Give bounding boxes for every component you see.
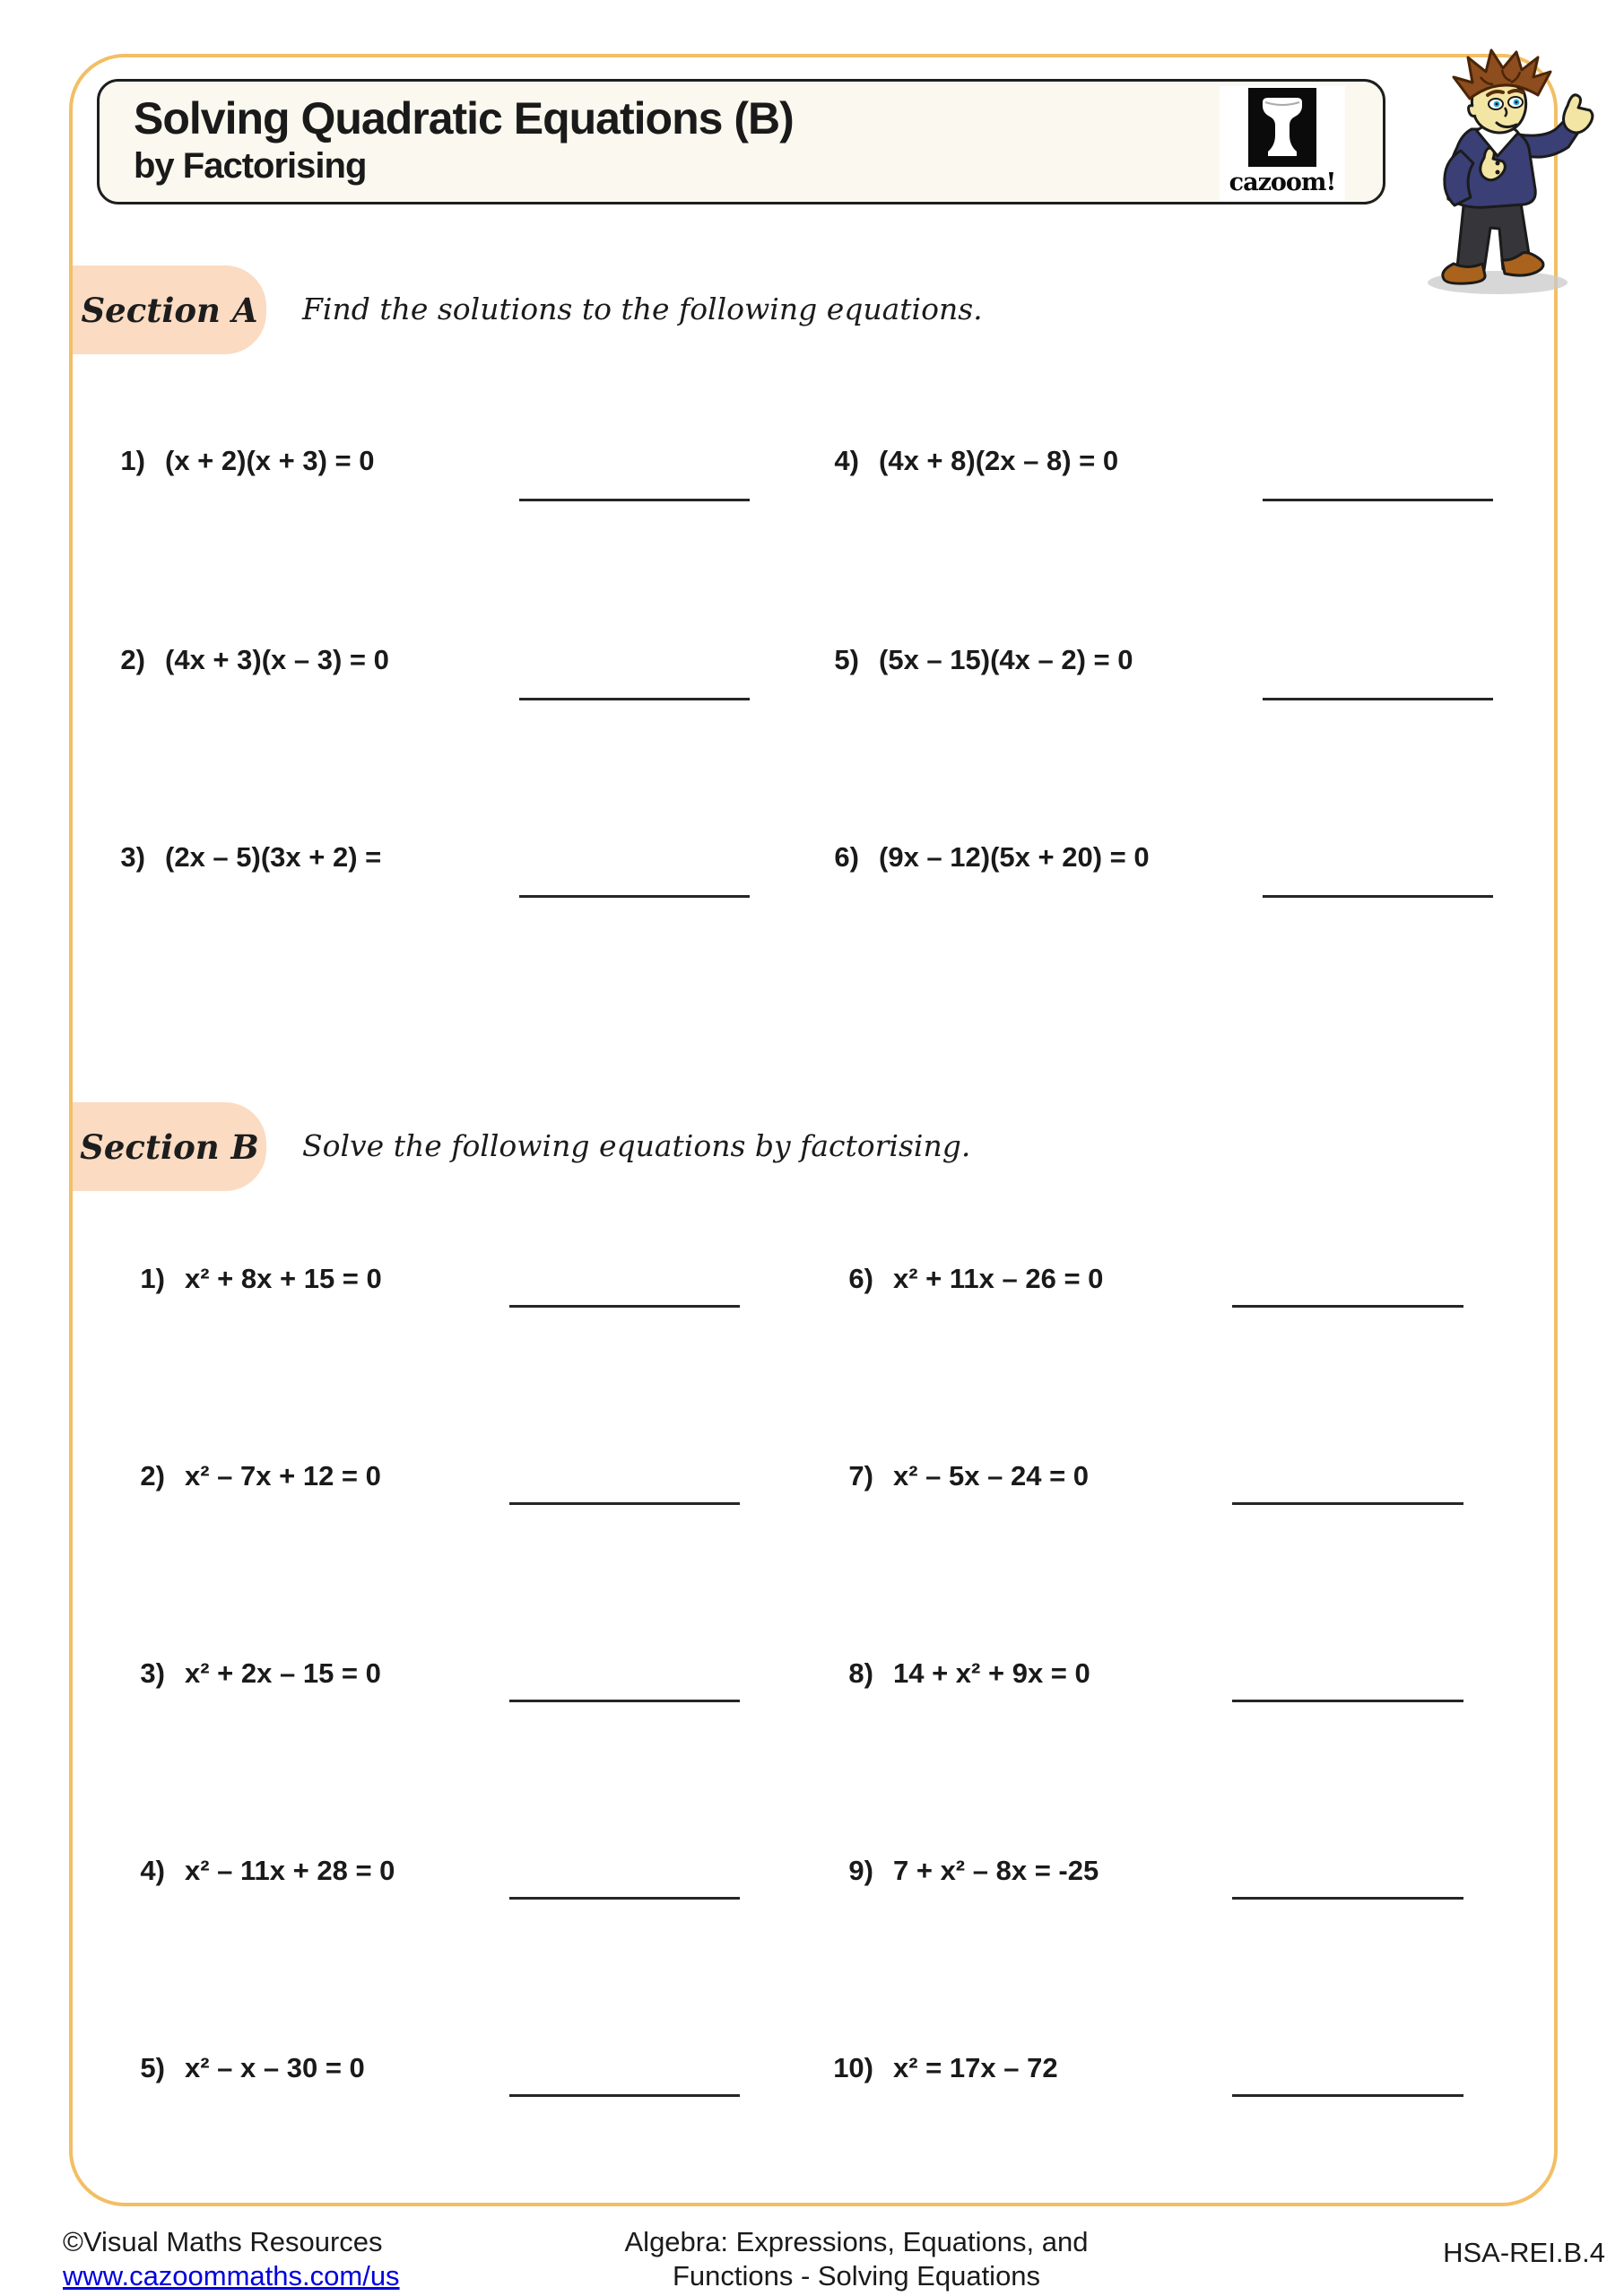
question-equation: (9x – 12)(5x + 20) = 0 (879, 841, 1150, 873)
page-title: Solving Quadratic Equations (B) (134, 93, 794, 144)
question-item (99, 2049, 365, 2087)
question-item (803, 641, 1133, 679)
section-a-badge (73, 265, 266, 354)
answer-line (519, 698, 750, 700)
question-item (803, 442, 1118, 480)
question-equation: (4x + 3)(x – 3) = 0 (165, 644, 389, 675)
answer-line (509, 2094, 740, 2097)
question-equation: x² – x – 30 = 0 (185, 2052, 365, 2083)
section-b-label: Section B (80, 1126, 259, 1167)
answer-line (1232, 1897, 1463, 1900)
question-equation: 14 + x² + 9x = 0 (893, 1657, 1090, 1689)
question-number: 10) (833, 2052, 873, 2083)
question-number: 2) (140, 1460, 165, 1492)
question-number: 4) (834, 445, 859, 476)
question-number: 6) (834, 841, 859, 873)
question-number: 7) (848, 1460, 873, 1492)
cazoom-logo-text: cazoom! (1229, 169, 1336, 196)
question-number: 8) (848, 1657, 873, 1689)
section-a-instruction: Find the solutions to the following equations. (302, 291, 983, 326)
answer-line (1263, 895, 1493, 898)
question-item (90, 641, 389, 679)
question-item (99, 1260, 382, 1298)
answer-line (509, 1700, 740, 1702)
question-equation: x² + 2x – 15 = 0 (185, 1657, 381, 1689)
section-b-badge (73, 1102, 266, 1191)
question-item (803, 839, 1150, 876)
answer-line (519, 895, 750, 898)
question-equation: x² – 11x + 28 = 0 (185, 1855, 395, 1886)
question-item (796, 1260, 1103, 1298)
cazoommaths-link[interactable]: www.cazoommaths.com/us (63, 2260, 400, 2292)
question-item (99, 1852, 395, 1890)
question-equation: (x + 2)(x + 3) = 0 (165, 445, 375, 476)
copyright-text: ©Visual Maths Resources (63, 2226, 383, 2257)
question-equation: x² = 17x – 72 (893, 2052, 1058, 2083)
topic-line-1: Algebra: Expressions, Equations, and (624, 2226, 1089, 2257)
question-number: 5) (834, 644, 859, 675)
djembe-drum-icon (1248, 88, 1316, 167)
question-item (796, 1457, 1089, 1495)
topic-line-2: Functions - Solving Equations (672, 2260, 1041, 2292)
question-number: 1) (140, 1263, 165, 1294)
question-equation: x² – 7x + 12 = 0 (185, 1460, 381, 1492)
answer-line (509, 1897, 740, 1900)
page-subtitle: by Factorising (134, 146, 367, 186)
question-equation: 7 + x² – 8x = -25 (893, 1855, 1099, 1886)
question-number: 9) (848, 1855, 873, 1886)
question-item (90, 839, 381, 876)
question-equation: (2x – 5)(3x + 2) = (165, 841, 382, 873)
footer-attribution (63, 2225, 400, 2293)
worksheet-title-box (97, 79, 1385, 204)
question-number: 3) (120, 841, 145, 873)
answer-line (1232, 1502, 1463, 1505)
question-equation: x² – 5x – 24 = 0 (893, 1460, 1090, 1492)
question-number: 3) (140, 1657, 165, 1689)
section-a-label: Section A (81, 290, 258, 330)
question-item (90, 442, 374, 480)
question-number: 2) (120, 644, 145, 675)
question-equation: x² + 11x – 26 = 0 (893, 1263, 1104, 1294)
question-equation: x² + 8x + 15 = 0 (185, 1263, 382, 1294)
question-item (796, 2049, 1058, 2087)
question-equation: (4x + 8)(2x – 8) = 0 (879, 445, 1119, 476)
question-item (99, 1457, 381, 1495)
question-number: 4) (140, 1855, 165, 1886)
question-item (796, 1852, 1099, 1890)
footer-topic (565, 2225, 1148, 2293)
question-number: 6) (848, 1263, 873, 1294)
mascot-boy-illustration (1394, 47, 1619, 298)
answer-line (1232, 2094, 1463, 2097)
question-item (796, 1655, 1090, 1692)
question-number: 1) (120, 445, 145, 476)
answer-line (509, 1305, 740, 1308)
answer-line (1263, 499, 1493, 501)
answer-line (519, 499, 750, 501)
answer-line (1232, 1305, 1463, 1308)
question-number: 5) (140, 2052, 165, 2083)
standard-code: HSA-REI.B.4 (1443, 2237, 1605, 2268)
question-equation: (5x – 15)(4x – 2) = 0 (879, 644, 1133, 675)
section-b-instruction: Solve the following equations by factorising. (302, 1128, 971, 1163)
cazoom-logo (1220, 86, 1345, 201)
question-item (99, 1655, 381, 1692)
answer-line (509, 1502, 740, 1505)
answer-line (1263, 698, 1493, 700)
answer-line (1232, 1700, 1463, 1702)
